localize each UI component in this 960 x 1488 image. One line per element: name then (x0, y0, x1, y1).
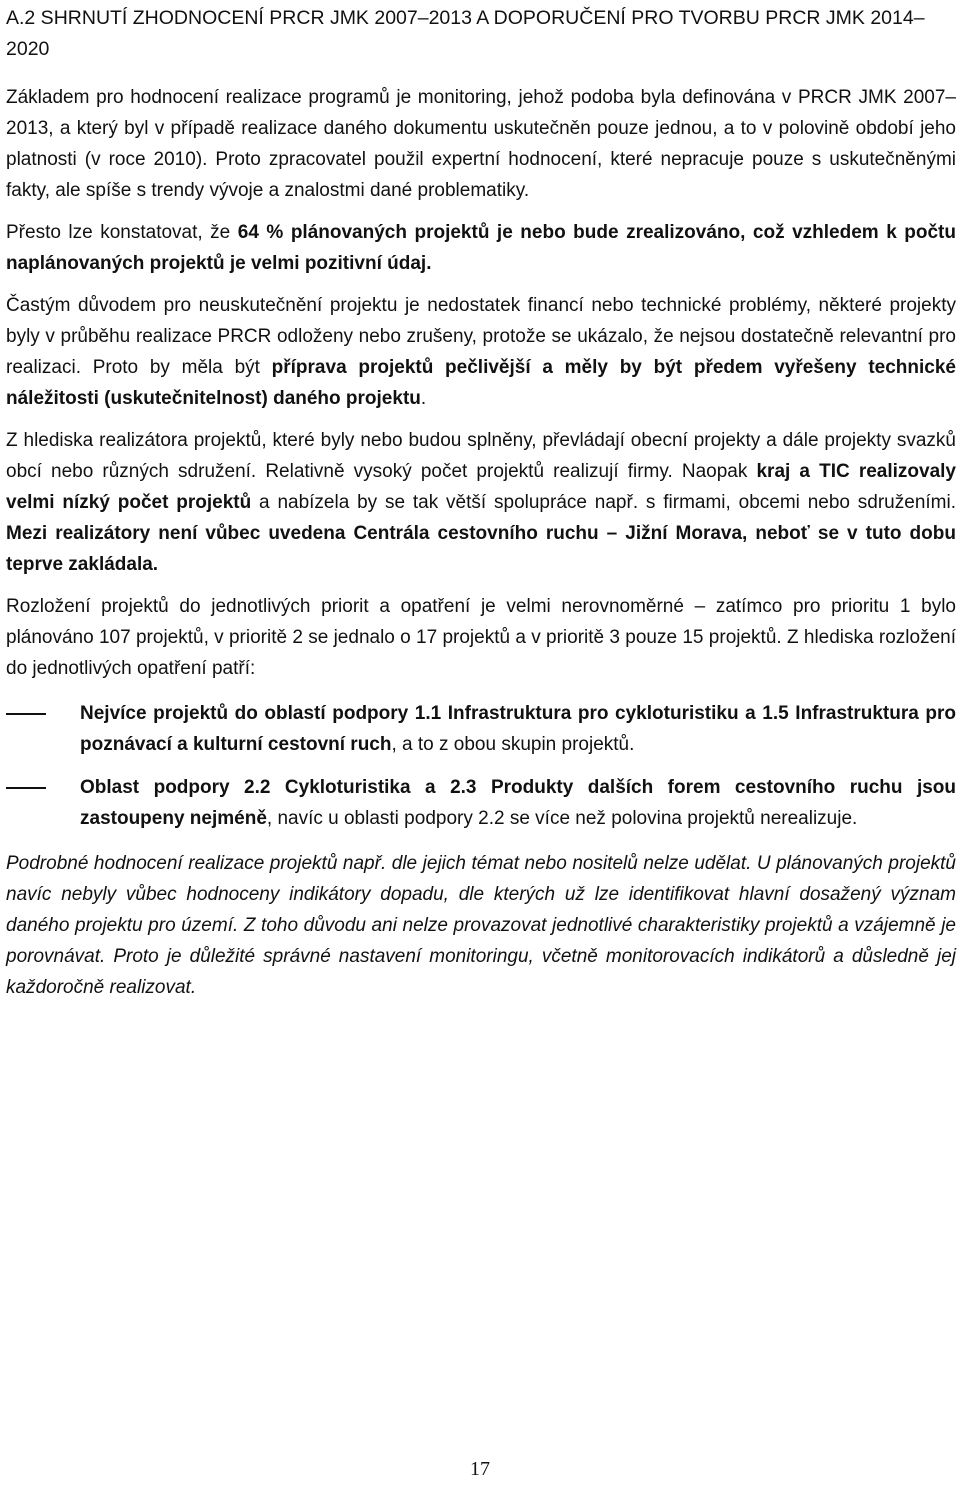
priority-bullet-list (6, 698, 956, 834)
text-segment: . (420, 388, 427, 409)
body-paragraph (6, 591, 956, 684)
body-paragraph (6, 290, 956, 414)
bold-text-segment: Oblast podpory 2.2 Cykloturistika a 2.3 Produkty dalších forem cestovního ruchu jsou zastoupeny nejméně (80, 777, 956, 829)
body-paragraph (6, 425, 956, 580)
text-segment: a nabízela by se tak větší spolupráce např. s firmami, obcemi nebo sdruženími. (251, 492, 956, 513)
text-segment: Z hlediska realizátora projektů, které byly nebo budou splněny, převládají obecní projekty a dále projekty svazků obcí nebo různých sdružení. Relativně vysoký počet projektů realizují firmy. Naopak (6, 430, 956, 482)
body-paragraph (6, 217, 956, 279)
dash-bullet-icon (6, 713, 46, 715)
text-segment: , navíc u oblasti podpory 2.2 se více než polovina projektů nerealizuje. (266, 808, 858, 829)
bold-text-segment: 64 % plánovaných projektů je nebo bude zrealizováno, což vzhledem k počtu naplánovaných projektů je velmi pozitivní údaj. (6, 222, 956, 274)
bold-text-segment: Nejvíce projektů do oblastí podpory 1.1 Infrastruktura pro cykloturistiku a 1.5 Infrastruktura pro poznávací a kulturní cestovní ruch (80, 703, 956, 755)
closing-paragraph: Podrobné hodnocení realizace projektů např. dle jejich témat nebo nositelů nelze udělat. U plánovaných projektů navíc nebyly vůbec hodnoceny indikátory dopadu, dle kterých už lze identifikovat hlavní dosažený význam daného projektu pro území. Z toho důvodu ani nelze provazovat jednotlivé charakteristiky projektů a vzájemně je porovnávat. Proto je důležité správné nastavení monitoringu, včetně monitorovacích indikátorů a důsledně jej každoročně realizovat. (6, 853, 956, 998)
page-number: 17 (470, 1458, 490, 1480)
bold-text-segment: kraj a TIC realizovaly velmi nízký počet projektů (6, 461, 956, 513)
text-segment: Přesto lze konstatovat, že (6, 222, 238, 243)
body-paragraphs (6, 82, 956, 684)
text-segment: Rozložení projektů do jednotlivých priorit a opatření je velmi nerovnoměrné – zatímco pro prioritu 1 bylo plánováno 107 projektů, v prioritě 2 se jednalo o 17 projektů a v prioritě 3 pouze 15 projektů. Z hlediska rozložení do jednotlivých opatření patří: (6, 596, 956, 679)
bullet-item (6, 698, 956, 760)
body-paragraph (6, 82, 956, 206)
page-content (6, 3, 956, 1014)
section-heading: A.2 SHRNUTÍ ZHODNOCENÍ PRCR JMK 2007–2013 A DOPORUČENÍ PRO TVORBU PRCR JMK 2014–2020 (6, 7, 925, 60)
bullet-item (6, 772, 956, 834)
text-segment: Častým důvodem pro neuskutečnění projektu je nedostatek financí nebo technické problémy, některé projekty byly v průběhu realizace PRCR odloženy nebo zrušeny, protože se ukázalo, že nejsou dostatečně relevantní pro realizaci. Proto by měla být (6, 295, 956, 378)
bold-text-segment: příprava projektů pečlivější a měly by být předem vyřešeny technické náležitosti (uskutečnitelnost) daného projektu (6, 357, 956, 409)
text-segment: , a to z obou skupin projektů. (391, 734, 635, 755)
bold-text-segment: Mezi realizátory není vůbec uvedena Centrála cestovního ruchu – Jižní Morava, neboť se v tuto dobu teprve zakládala. (6, 523, 956, 575)
dash-bullet-icon (6, 787, 46, 789)
text-segment: Základem pro hodnocení realizace programů je monitoring, jehož podoba byla definována v PRCR JMK 2007–2013, a který byl v případě realizace daného dokumentu uskutečněn pouze jednou, a to v polovině období jeho platnosti (v roce 2010). Proto zpracovatel použil expertní hodnocení, které nepracuje pouze s uskutečněnými fakty, ale spíše s trendy vývoje a znalostmi dané problematiky. (6, 87, 956, 201)
